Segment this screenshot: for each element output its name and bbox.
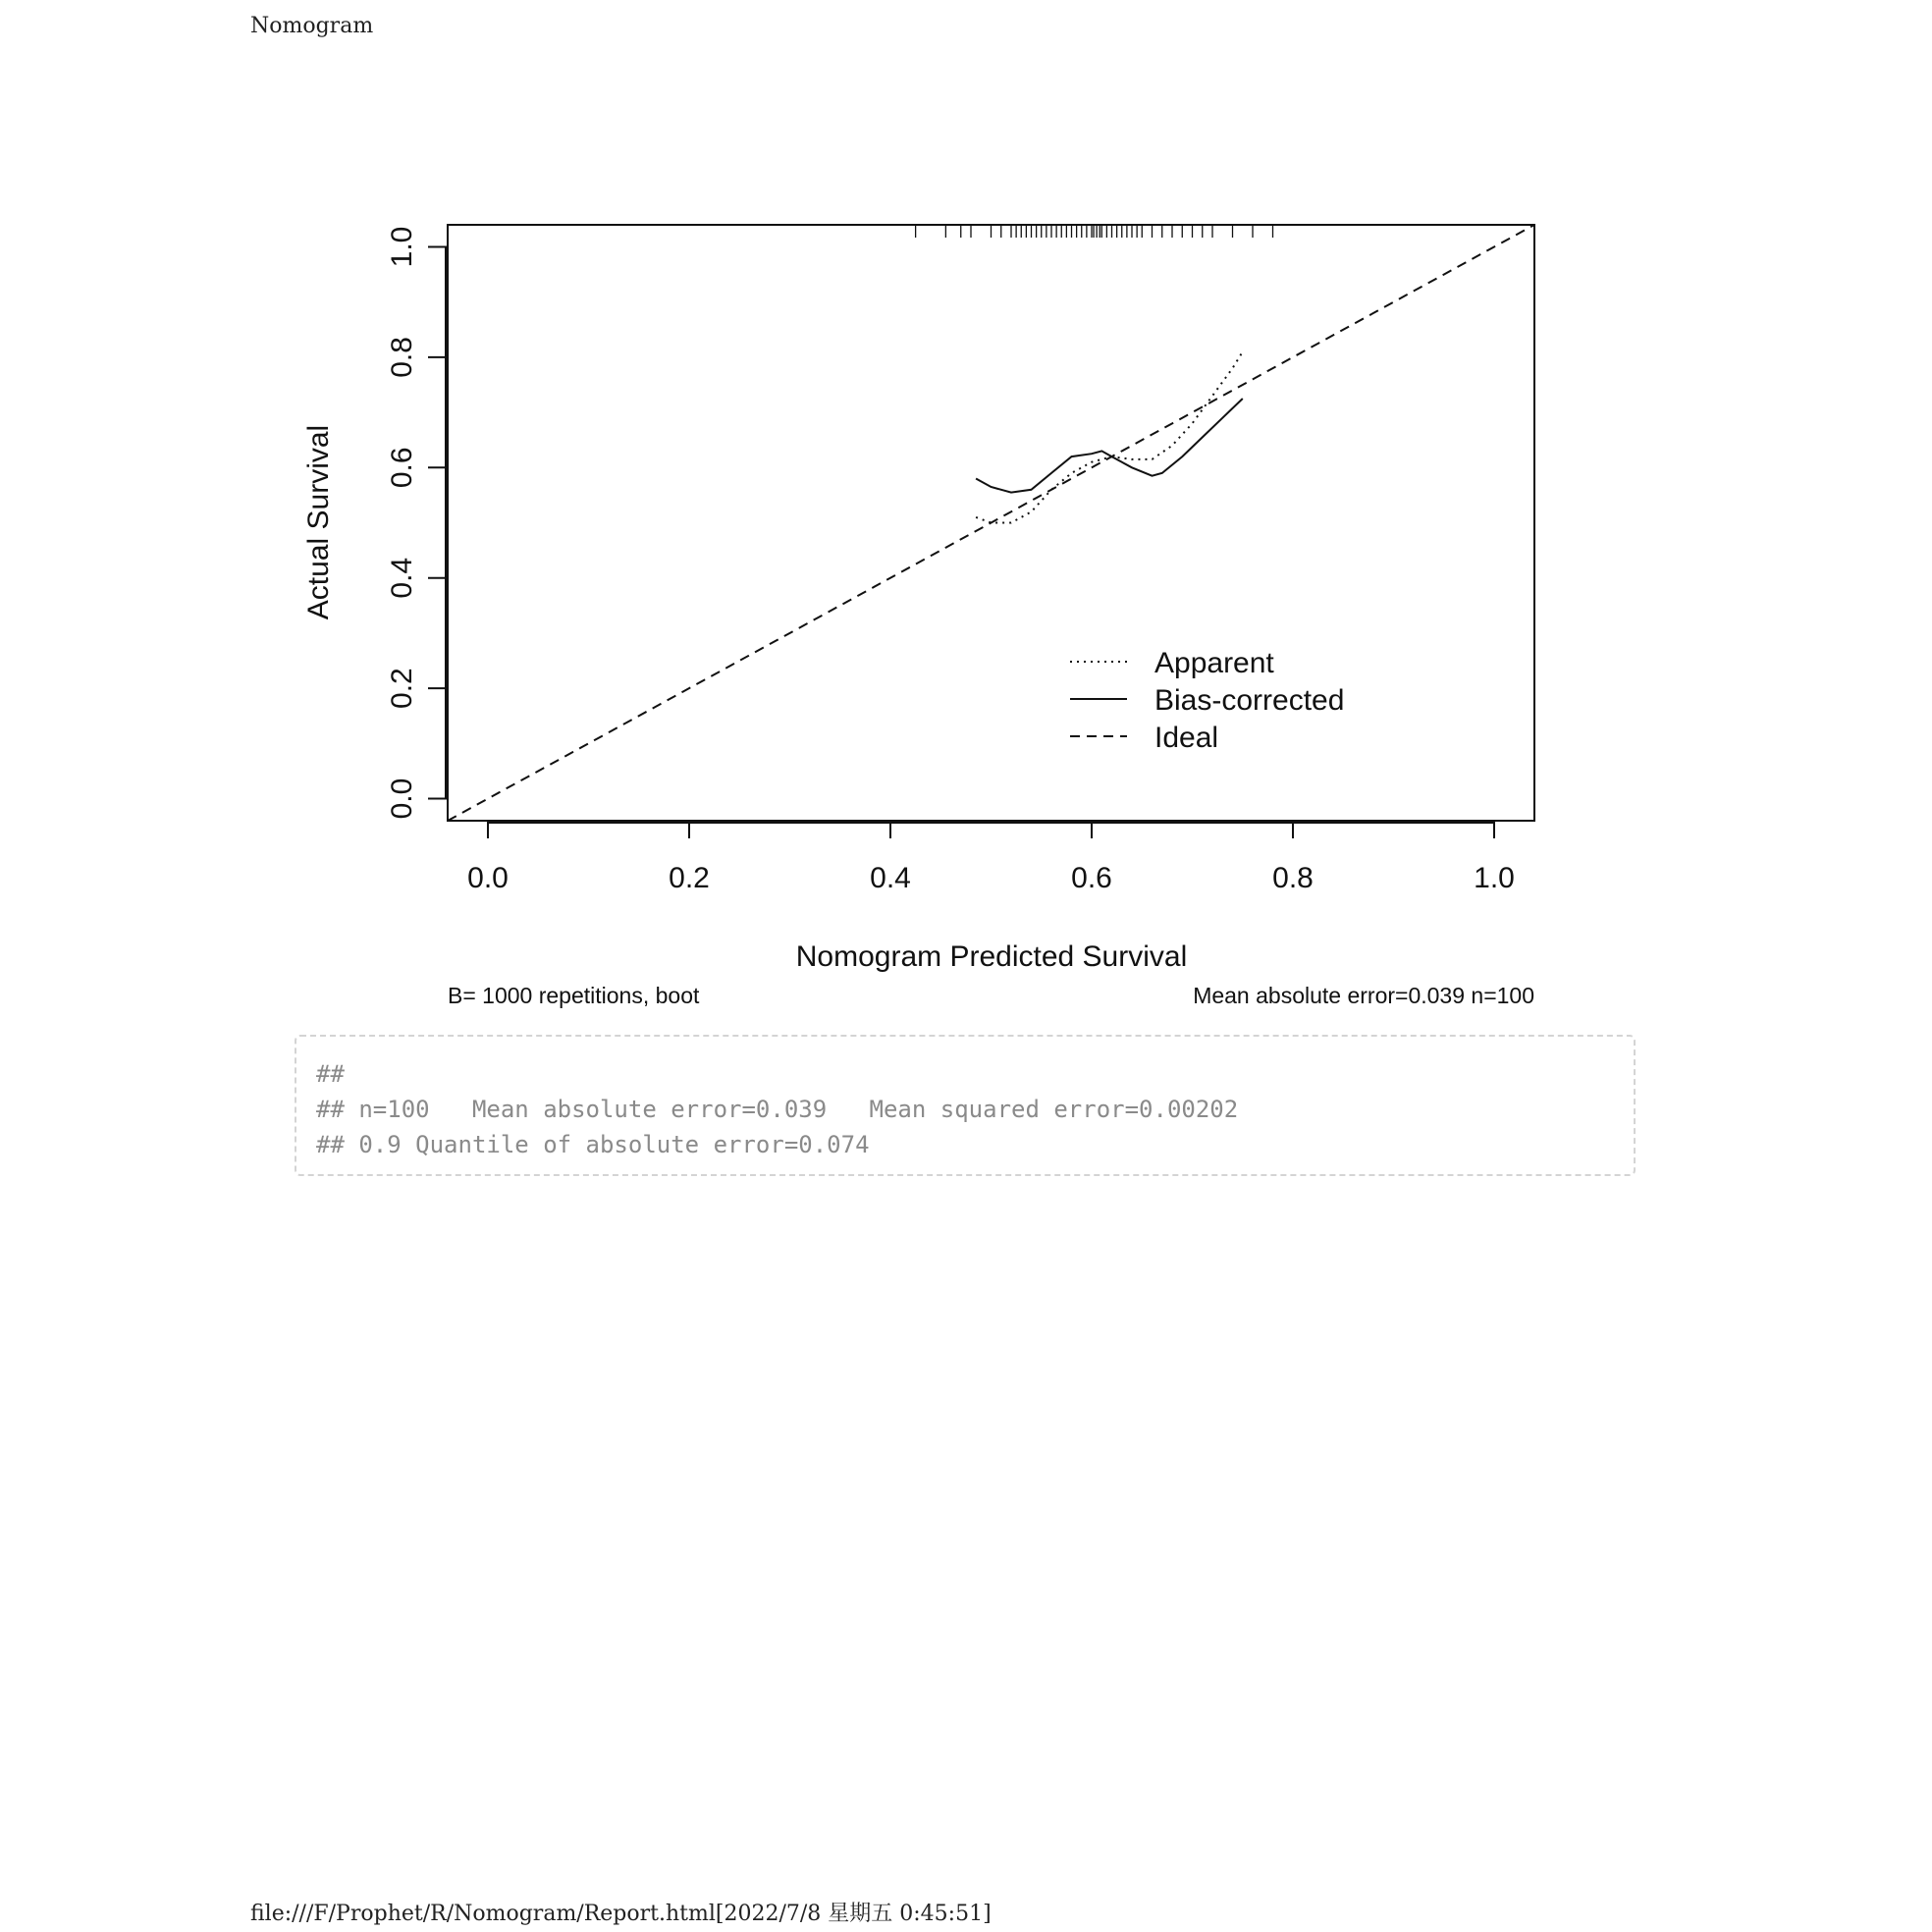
y-tick-label: 0.6 bbox=[386, 447, 418, 489]
y-tick-label: 0.8 bbox=[386, 337, 418, 378]
console-line: ## n=100 Mean absolute error=0.039 Mean squared error=0.00202 bbox=[316, 1096, 1239, 1123]
y-tick-label: 0.4 bbox=[386, 557, 418, 599]
annotation-bootstrap: B= 1000 repetitions, boot bbox=[448, 983, 700, 1008]
x-tick-label: 0.8 bbox=[1272, 862, 1314, 894]
console-line: ## 0.9 Quantile of absolute error=0.074 bbox=[316, 1131, 870, 1158]
y-axis-label: Actual Survival bbox=[302, 424, 335, 620]
series-line-bias-corrected bbox=[976, 399, 1243, 493]
legend-label: Bias-corrected bbox=[1154, 684, 1345, 717]
console-line: ## bbox=[316, 1060, 345, 1088]
y-tick-label: 0.0 bbox=[386, 778, 418, 820]
x-axis-label: Nomogram Predicted Survival bbox=[795, 940, 1188, 973]
y-tick-label: 1.0 bbox=[386, 226, 418, 268]
y-tick-label: 0.2 bbox=[386, 668, 418, 709]
x-tick-label: 1.0 bbox=[1474, 862, 1515, 894]
x-tick-label: 0.0 bbox=[467, 862, 509, 894]
x-tick-label: 0.4 bbox=[870, 862, 911, 894]
page-header: Nomogram bbox=[250, 14, 374, 38]
series-line-ideal bbox=[448, 225, 1534, 821]
page-footer: file:///F/Prophet/R/Nomogram/Report.html[2022/7/8 星期五 0:45:51] bbox=[250, 1902, 992, 1926]
console-output bbox=[295, 1035, 1636, 1176]
legend-label: Ideal bbox=[1154, 722, 1219, 754]
annotation-error: Mean absolute error=0.039 n=100 bbox=[1193, 983, 1534, 1008]
x-tick-label: 0.6 bbox=[1071, 862, 1112, 894]
x-tick-label: 0.2 bbox=[669, 862, 710, 894]
legend-label: Apparent bbox=[1154, 647, 1274, 679]
